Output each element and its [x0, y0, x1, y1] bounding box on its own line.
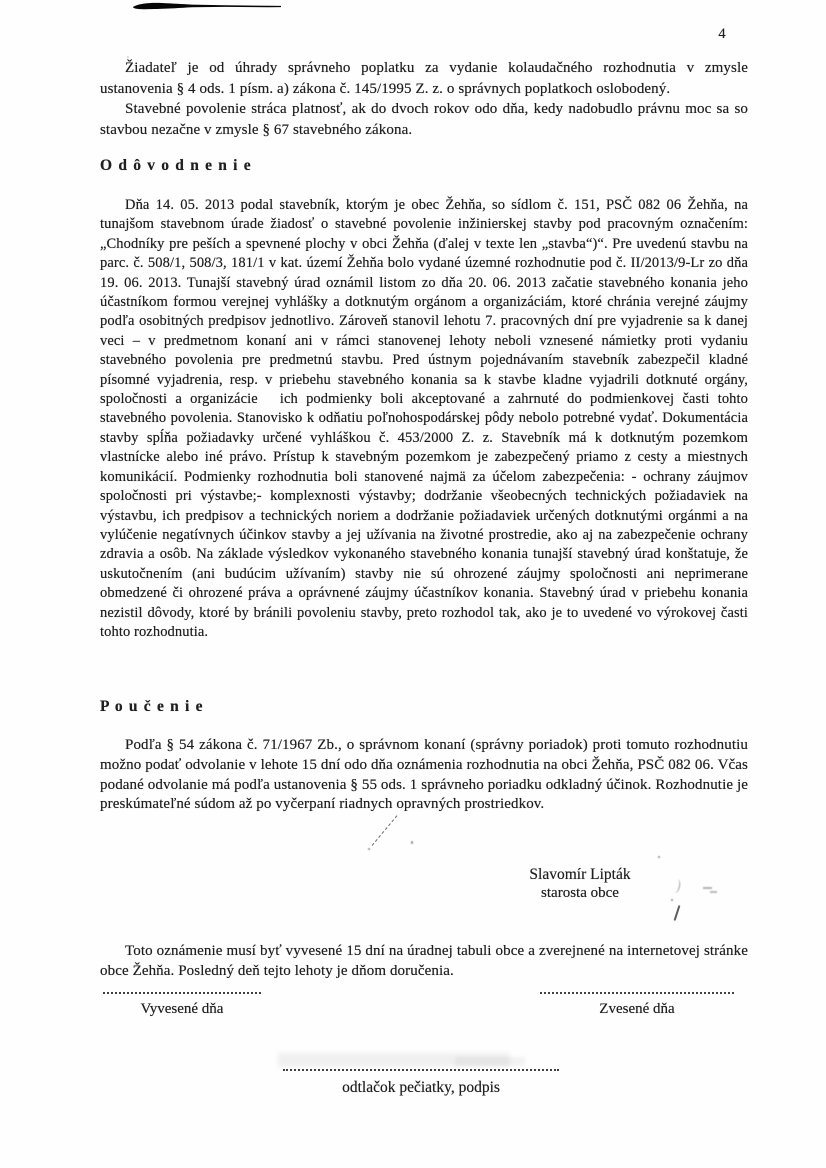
stamp-signature-line — [283, 1069, 559, 1071]
odovodnenie-paragraph: Dňa 14. 05. 2013 podal stavebník, ktorým je obec Žehňa, so sídlom č. 151, PSČ 082 06 Žehňa, na tunajšom stavebnom úrade žiadosť o stavebné povolenie inžinierskej stavby pod pracovným označením: „Chodníky pre peších a spevnené plochy v obci Žehňa (ďalej v texte len „stavba“)“. Pre uvedenú stavbu na parc. č. 508/1, 508/3, 181/1 v kat. území Žehňa bolo vydané územné rozhodnutie pod č. II/2013/9-Lr zo dňa 19. 06. 2013. Tunajší stavebný úrad oznámil listom zo dňa 20. 06. 2013 začatie stavebného konania jeho účastníkom formou verejnej vyhlášky a dotknutým orgánom a organizáciám, ktoré chránia verejné záujmy podľa osobitných predpisov jednotlivo. Zároveň stanovil lehotu 7. pracovných dní pre vyjadrenie sa k danej veci – v predmetnom konaní ani v rámci stanovenej lehoty neboli vznesené námietky proti vydaniu stavebného povolenia pre predmetnú stavbu. Pred ústnym pojednávaním stavebník zabezpečil kladné písomné vyjadrenia, resp. v priebehu stavebného konania sa k stavbe kladne vyjadrili dotknuté orgány, spoločnosti a organizácie ich podmienky boli akceptované a zahrnuté do podmienkovej časti tohto stavebného povolenia. Stanovisko k odňatiu poľnohospodárskej pôdy nebolo potrebné vydať. Dokumentácia stavby spĺňa požiadavky určené vyhláškou č. 453/2000 Z. z. Stavebník má k dotknutým pozemkom vlastnícke alebo iné právo. Prístup k stavebným pozemkom je zabezpečený priamo z cesty a miestnych komunikácií. Podmienky rozhodnutia boli stanovené najmä za účelom zabezpečenia: - ochrany záujmov spoločnosti pri výstavbe;- komplexnosti výstavby; dodržanie všeobecných technických požiadaviek na výstavbu, ich predpisov a technických noriem a dodržanie požiadaviek určených dotknutými orgánmi a na vylúčenie negatívnych účinkov stavby a jej užívania na životné prostredie, ako aj na zabezpečenie ochrany zdravia a osôb. Na základe výsledkov vykonaného stavebného konania tunajší stavebný úrad konštatuje, že uskutočnením (ani budúcim užívaním) stavby nie sú ohrozené záujmy spoločnosti ani neprimerane obmedzené či ohrozené práva a oprávnené záujmy účastníkov konania. Stavebný úrad v priebehu konania nezistil dôvody, ktoré by bránili povoleniu stavby, preto rozhodol tak, ako je to uvedené vo výrokovej časti tohto rozhodnutia. — [100, 197, 748, 640]
stamp-signature-label: odtlačok pečiatky, podpis — [342, 1079, 500, 1096]
signatory-name: Slavomír Lipták — [529, 866, 631, 883]
intro-paragraph-validity: Stavebné povolenie stráca platnosť, ak do dvoch rokov odo dňa, kedy nadobudlo právnu moc sa so stavbou nezačne v zmysle § 67 stavebného zákona. — [100, 101, 748, 138]
signature-mark — [703, 887, 712, 889]
section-heading-odovodnenie: O d ô v o d n e n i e — [100, 157, 252, 174]
poucenie-section — [100, 736, 748, 815]
posted-date-line — [103, 992, 261, 994]
intro-paragraph-exemption: Žiadateľ je od úhrady správneho poplatku za vydanie kolaudačného rozhodnutia v zmysle ustanovenia § 4 ods. 1 písm. a) zákona č. 145/1995 Z. z. o správnych poplatkoch oslobodený. — [100, 60, 748, 97]
posting-notice-paragraph: Toto oznámenie musí byť vyvesené 15 dní na úradnej tabuli obce a zverejnené na internetovej stránke obce Žehňa. Posledný deň tejto lehoty je dňom doručenia. — [100, 943, 748, 980]
signature-mark — [671, 899, 673, 901]
section-heading-poucenie: P o u č e n i e — [100, 698, 204, 715]
signature-mark — [674, 905, 681, 921]
signature-mark — [710, 891, 717, 893]
pen-slash-mark — [372, 815, 398, 846]
pen-speck — [368, 848, 370, 850]
poucenie-paragraph: Podľa § 54 zákona č. 71/1967 Zb., o správnom konaní (správny poriadok) proti tomuto rozhodnutiu možno podať odvolanie v lehote 15 dní odo dňa oznámenia rozhodnutia na obci Žehňa, PSČ 082 06. Včas podané odvolanie má podľa ustanovenia § 55 ods. 1 správneho poriadku odkladný účinok. Rozhodnutie je preskúmateľné súdom až po vyčerpaní riadnych opravných prostriedkov. — [100, 737, 748, 813]
posted-date-label: Vyvesené dňa — [140, 1001, 224, 1017]
pen-speck — [411, 841, 413, 844]
intro-section — [100, 58, 748, 140]
posting-notice-section — [100, 941, 748, 982]
signature-mark — [658, 856, 660, 858]
scan-smudge — [455, 1057, 525, 1066]
signatory-title: starosta obce — [541, 885, 619, 901]
removed-date-line — [540, 992, 734, 994]
odovodnenie-section — [100, 196, 748, 642]
scan-smear-artifact — [132, 1, 284, 12]
removed-date-label: Zvesené dňa — [599, 1001, 675, 1017]
page-number: 4 — [718, 26, 726, 42]
